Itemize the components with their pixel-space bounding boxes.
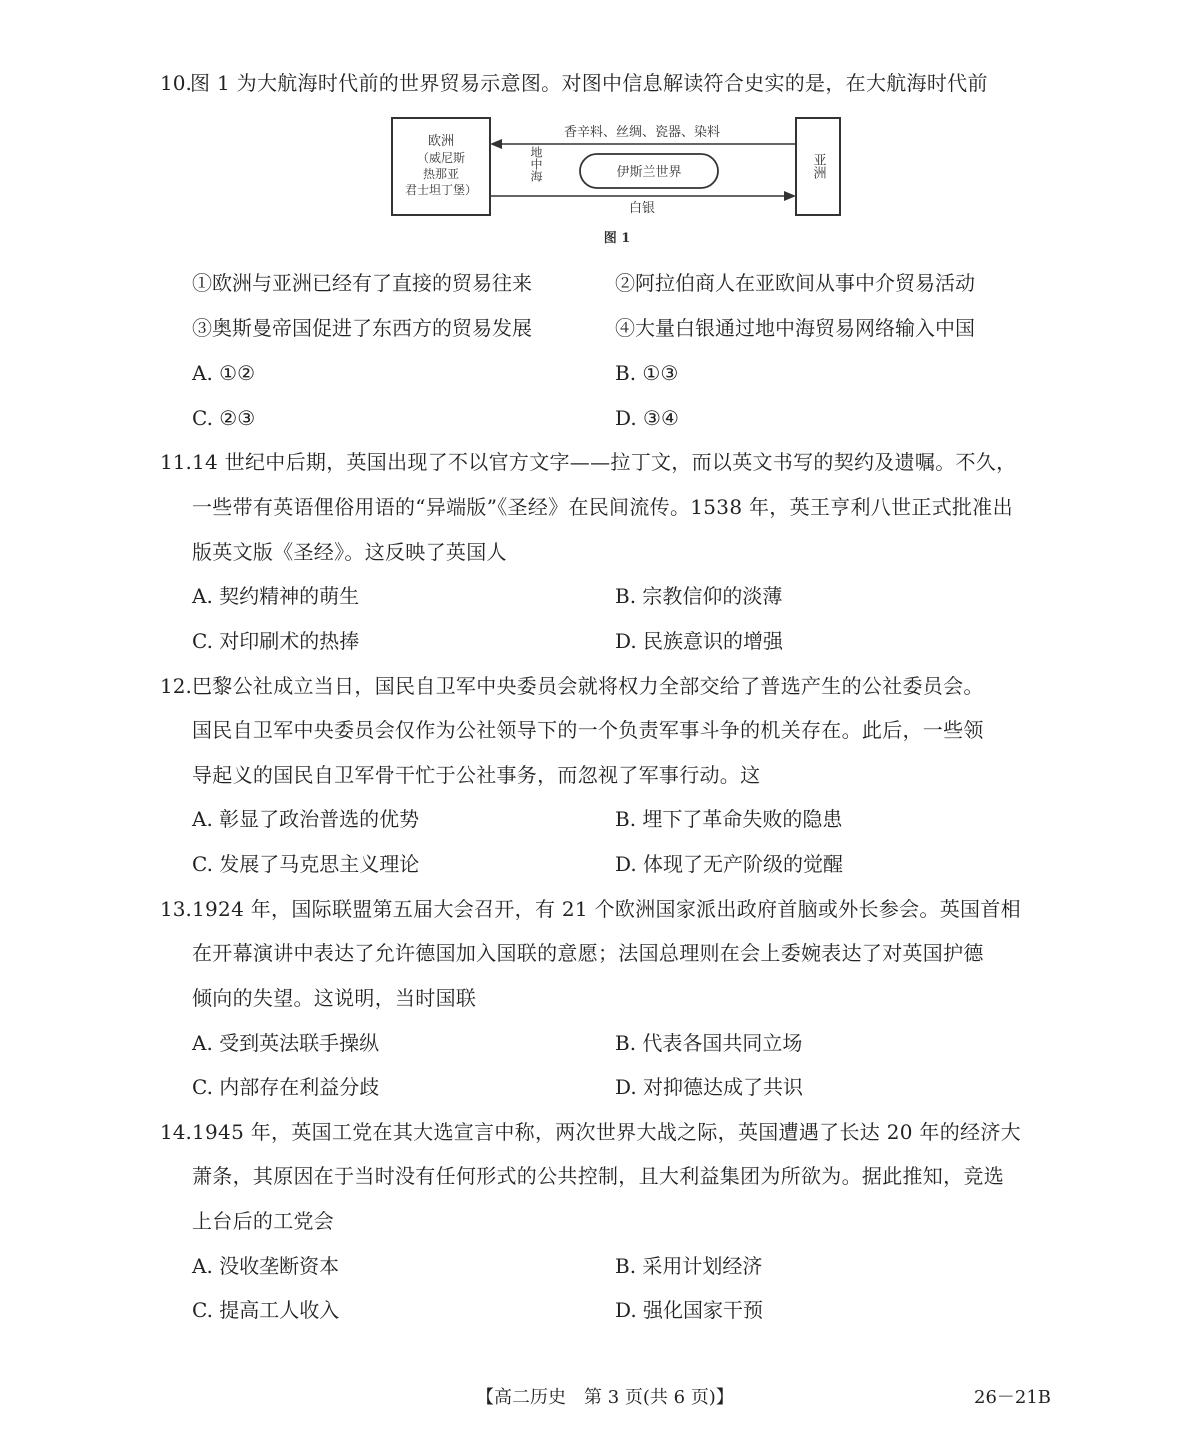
q10-statement-1: ①欧洲与亚洲已经有了直接的贸易往来 (192, 271, 532, 295)
question-12-line-3: 导起义的国民自卫军骨干忙于公社事务，而忽视了军事行动。这 (192, 763, 761, 787)
question-14-line-3: 上台后的工党会 (192, 1209, 335, 1233)
question-10-stem: 图 1 为大航海时代前的世界贸易示意图。对图中信息解读符合史实的是，在大航海时代前 (190, 71, 988, 95)
q12-option-d: D. 体现了无产阶级的觉醒 (615, 852, 844, 876)
mediterranean-label: 地中海 (529, 146, 543, 182)
q13-option-a: A. 受到英法联手操纵 (192, 1031, 380, 1055)
paper-code: 26－21B (974, 1387, 1052, 1408)
q10-statement-4: ④大量白银通过地中海贸易网络输入中国 (615, 316, 975, 340)
figure-caption: 图 1 (603, 231, 631, 246)
question-14-line-1: 1945 年，英国工党在其大选宣言中称，两次世界大战之际，英国遭遇了长达 20 年的经济大 (192, 1120, 1021, 1144)
question-14-number: 14. (160, 1120, 192, 1144)
q11-option-d: D. 民族意识的增强 (615, 629, 784, 653)
q10-option-c: C. ②③ (192, 406, 256, 430)
goods-arrowhead (490, 139, 502, 149)
q10-statement-2: ②阿拉伯商人在亚欧间从事中介贸易活动 (615, 271, 975, 295)
q12-option-b: B. 埋下了革命失败的隐患 (615, 807, 843, 831)
question-10-number: 10. (160, 71, 192, 95)
figure-1-trade-diagram (388, 114, 844, 248)
q13-option-d: D. 对抑德达成了共识 (615, 1075, 804, 1099)
asia-label: 亚洲 (810, 153, 826, 179)
question-11-line-1: 14 世纪中后期，英国出现了不以官方文字——拉丁文，而以英文书写的契约及遗嘱。不久， (192, 450, 1017, 474)
q11-option-b: B. 宗教信仰的淡薄 (615, 584, 783, 608)
question-12-line-2: 国民自卫军中央委员会仅作为公社领导下的一个负责军事斗争的机关存在。此后，一些领 (192, 718, 984, 742)
question-14-line-2: 萧条，其原因在于当时没有任何形式的公共控制，且大利益集团为所欲为。据此推知，竞选 (192, 1164, 1004, 1188)
europe-city-1: （威尼斯 (416, 151, 466, 165)
q13-option-c: C. 内部存在利益分歧 (192, 1075, 380, 1099)
europe-city-2: 热那亚 (422, 167, 460, 181)
question-11-number: 11. (160, 450, 192, 474)
q14-option-a: A. 没收垄断资本 (192, 1254, 340, 1278)
page-footer-label: 【高二历史 第 3 页(共 6 页)】 (476, 1387, 734, 1408)
q10-option-b: B. ①③ (615, 361, 679, 385)
silver-label: 白银 (628, 201, 656, 216)
question-13-line-2: 在开幕演讲中表达了允许德国加入国联的意愿；法国总理则在会上委婉表达了对英国护德 (192, 941, 984, 965)
q11-option-a: A. 契约精神的萌生 (192, 584, 360, 608)
question-11-line-2: 一些带有英语俚俗用语的“异端版”《圣经》在民间流传。1538 年，英王亨利八世正式批准出 (192, 495, 1013, 519)
q11-option-c: C. 对印刷术的热捧 (192, 629, 360, 653)
q14-option-c: C. 提高工人收入 (192, 1298, 340, 1322)
q10-statement-3: ③奥斯曼帝国促进了东西方的贸易发展 (192, 316, 532, 340)
q14-option-d: D. 强化国家干预 (615, 1298, 764, 1322)
question-13-number: 13. (160, 897, 192, 921)
q14-option-b: B. 采用计划经济 (615, 1254, 763, 1278)
question-11-line-3: 版英文版《圣经》。这反映了英国人 (192, 540, 507, 564)
question-13-line-3: 倾向的失望。这说明，当时国联 (192, 986, 477, 1010)
europe-city-3: 君士坦丁堡） (404, 183, 478, 197)
q12-option-c: C. 发展了马克思主义理论 (192, 852, 420, 876)
q12-option-a: A. 彰显了政治普选的优势 (192, 807, 420, 831)
question-12-line-1: 巴黎公社成立当日，国民自卫军中央委员会就将权力全部交给了普选产生的公社委员会。 (192, 674, 984, 698)
islamic-world-label: 伊斯兰世界 (616, 165, 682, 180)
europe-label: 欧洲 (427, 134, 455, 149)
q10-option-a: A. ①② (192, 361, 256, 385)
question-12-number: 12. (160, 674, 192, 698)
q10-option-d: D. ③④ (615, 406, 679, 430)
goods-label: 香辛料、丝绸、瓷器、染料 (563, 125, 721, 140)
question-13-line-1: 1924 年，国际联盟第五届大会召开，有 21 个欧洲国家派出政府首脑或外长参会。英国首相 (192, 897, 1021, 921)
q13-option-b: B. 代表各国共同立场 (615, 1031, 803, 1055)
silver-arrowhead (784, 191, 796, 201)
